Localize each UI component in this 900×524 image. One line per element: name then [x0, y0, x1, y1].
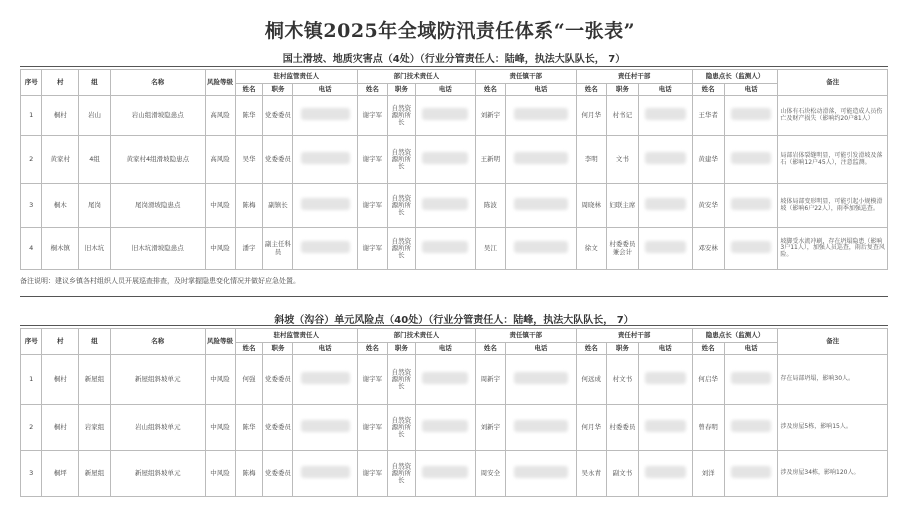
cell-monitor-name: 何启华	[692, 355, 724, 405]
cell-vcadre-name: 何远成	[576, 355, 606, 405]
cell-village: 桐村	[42, 96, 78, 136]
cell-dept-post: 自然资源所所长	[387, 96, 415, 136]
redacted-phone	[645, 372, 686, 384]
redacted-phone	[514, 466, 568, 478]
cell-seq: 3	[21, 451, 42, 497]
cell-monitor-name: 邓安林	[692, 228, 724, 270]
header-village: 村	[42, 70, 78, 96]
cell-risk: 高风险	[205, 136, 235, 184]
header-risk: 风险等级	[205, 329, 235, 355]
cell-name: 新屋组斜坡单元	[111, 355, 205, 405]
cell-group: 新屋组	[78, 355, 110, 405]
divider	[20, 66, 888, 67]
table-row	[21, 355, 888, 405]
cell-vcadre-post: 村文书	[606, 355, 638, 405]
cell-town-name: 陈华	[235, 405, 263, 451]
table-row	[21, 136, 888, 184]
subheader-name: 姓名	[692, 84, 724, 96]
header-dept-tech: 部门技术责任人	[357, 70, 475, 84]
landslide-table	[20, 69, 888, 270]
table-row	[21, 184, 888, 228]
cell-village: 桐村	[42, 355, 78, 405]
cell-village: 黄家村	[42, 136, 78, 184]
cell-seq: 1	[21, 355, 42, 405]
cell-dept-name: 谢宇军	[357, 355, 387, 405]
cell-cadre-phone	[505, 405, 576, 451]
cell-town-name: 潘宇	[235, 228, 263, 270]
subheader-post: 职务	[387, 343, 415, 355]
document-title: 桐木镇2025年全域防汛责任体系“一张表”	[264, 20, 636, 42]
cell-dept-phone	[415, 405, 475, 451]
cell-town-name: 吴华	[235, 136, 263, 184]
subheader-phone: 电话	[505, 343, 576, 355]
redacted-phone	[514, 372, 568, 384]
cell-dept-name: 谢宇军	[357, 184, 387, 228]
redacted-phone	[422, 108, 468, 120]
cell-cadre-name: 刘新宇	[475, 96, 505, 136]
cell-risk: 中风险	[205, 405, 235, 451]
cell-town-name: 陈梅	[235, 451, 263, 497]
cell-note: 山体有石块松动滑落，可能造成人员伤亡及财产损失（影响约20户81人）	[778, 96, 888, 136]
subheader-phone: 电话	[638, 84, 692, 96]
cell-risk: 中风险	[205, 228, 235, 270]
redacted-phone	[422, 241, 468, 253]
redacted-phone	[645, 241, 686, 253]
cell-group: 旧木坑	[78, 228, 110, 270]
cell-dept-post: 自然资源所所长	[387, 355, 415, 405]
cell-dept-phone	[415, 451, 475, 497]
cell-group: 岩山	[78, 96, 110, 136]
subheader-post: 职务	[263, 343, 293, 355]
header-village: 村	[42, 329, 78, 355]
cell-cadre-name: 刘新宇	[475, 405, 505, 451]
header-dept-tech: 部门技术责任人	[357, 329, 475, 343]
cell-name: 岩山组滑坡隐患点	[111, 96, 205, 136]
cell-town-name: 何强	[235, 355, 263, 405]
redacted-phone	[731, 420, 772, 432]
subheader-phone: 电话	[638, 343, 692, 355]
cell-vcadre-phone	[638, 405, 692, 451]
cell-dept-post: 自然资源所所长	[387, 228, 415, 270]
cell-town-phone	[293, 228, 357, 270]
table-row	[21, 96, 888, 136]
cell-dept-post: 自然资源所所长	[387, 405, 415, 451]
cell-monitor-name: 曾春明	[692, 405, 724, 451]
cell-dept-phone	[415, 228, 475, 270]
cell-dept-phone	[415, 96, 475, 136]
cell-group: 尾岗	[78, 184, 110, 228]
subheader-phone: 电话	[505, 84, 576, 96]
cell-note: 涉及房屋5栋，影响15人。	[778, 405, 888, 451]
cell-village: 桐木镇	[42, 228, 78, 270]
cell-risk: 中风险	[205, 355, 235, 405]
cell-risk: 中风险	[205, 184, 235, 228]
cell-dept-name: 谢宇军	[357, 228, 387, 270]
header-monitor: 隐患点长（监测人）	[692, 70, 778, 84]
redacted-phone	[301, 108, 350, 120]
subheader-phone: 电话	[293, 84, 357, 96]
redacted-phone	[422, 420, 468, 432]
header-town-supervisor: 驻村监管责任人	[235, 70, 357, 84]
cell-monitor-phone	[724, 405, 778, 451]
cell-seq: 1	[21, 96, 42, 136]
cell-town-post: 党委委员	[263, 451, 293, 497]
subheader-post: 职务	[263, 84, 293, 96]
header-note: 备注	[778, 329, 888, 355]
redacted-phone	[645, 198, 686, 210]
cell-seq: 2	[21, 136, 42, 184]
cell-town-post: 党委委员	[263, 136, 293, 184]
cell-town-phone	[293, 405, 357, 451]
subheader-name: 姓名	[475, 84, 505, 96]
header-village-cadre: 责任村干部	[576, 329, 692, 343]
redacted-phone	[731, 198, 772, 210]
redacted-phone	[301, 420, 350, 432]
cell-town-phone	[293, 451, 357, 497]
cell-vcadre-phone	[638, 96, 692, 136]
cell-monitor-name: 王华者	[692, 96, 724, 136]
cell-name: 尾岗滑坡隐患点	[111, 184, 205, 228]
cell-dept-name: 谢宇军	[357, 451, 387, 497]
cell-vcadre-phone	[638, 136, 692, 184]
header-village-cadre: 责任村干部	[576, 70, 692, 84]
cell-note: 涉及房屋34栋，影响120人。	[778, 451, 888, 497]
cell-vcadre-post: 村委委员兼会计	[606, 228, 638, 270]
redacted-phone	[514, 241, 568, 253]
redacted-phone	[514, 198, 568, 210]
redacted-phone	[731, 372, 772, 384]
redacted-phone	[645, 420, 686, 432]
cell-cadre-phone	[505, 136, 576, 184]
cell-vcadre-phone	[638, 451, 692, 497]
redacted-phone	[514, 420, 568, 432]
cell-vcadre-phone	[638, 355, 692, 405]
cell-village: 桐木	[42, 184, 78, 228]
cell-town-name: 陈华	[235, 96, 263, 136]
cell-cadre-name: 吴江	[475, 228, 505, 270]
subheader-name: 姓名	[357, 343, 387, 355]
cell-cadre-phone	[505, 96, 576, 136]
divider	[20, 325, 888, 326]
redacted-phone	[731, 466, 772, 478]
cell-cadre-phone	[505, 355, 576, 405]
subheader-name: 姓名	[235, 84, 263, 96]
subheader-post: 职务	[387, 84, 415, 96]
header-risk: 风险等级	[205, 70, 235, 96]
cell-vcadre-name: 吴永青	[576, 451, 606, 497]
redacted-phone	[301, 241, 350, 253]
cell-dept-phone	[415, 136, 475, 184]
header-monitor: 隐患点长（监测人）	[692, 329, 778, 343]
redacted-phone	[301, 198, 350, 210]
cell-town-post: 党委委员	[263, 96, 293, 136]
redacted-phone	[645, 466, 686, 478]
table-row	[21, 451, 888, 497]
redacted-phone	[422, 372, 468, 384]
redacted-phone	[422, 198, 468, 210]
redacted-phone	[731, 108, 772, 120]
cell-monitor-phone	[724, 136, 778, 184]
cell-town-phone	[293, 184, 357, 228]
remark-text: 备注说明：建议乡镇各村组织人员开展巡查排查，及时掌握隐患变化情况并做好应急处置。	[20, 277, 300, 285]
divider	[20, 296, 888, 297]
cell-group: 4组	[78, 136, 110, 184]
cell-town-post: 党委委员	[263, 405, 293, 451]
cell-dept-phone	[415, 184, 475, 228]
redacted-phone	[514, 152, 568, 164]
cell-dept-name: 谢宇军	[357, 405, 387, 451]
header-seq: 序号	[21, 70, 42, 96]
cell-dept-post: 自然资源所所长	[387, 451, 415, 497]
cell-town-phone	[293, 96, 357, 136]
cell-monitor-phone	[724, 355, 778, 405]
cell-cadre-name: 王新明	[475, 136, 505, 184]
header-town-cadre: 责任镇干部	[475, 70, 576, 84]
cell-vcadre-name: 周晓林	[576, 184, 606, 228]
subheader-name: 姓名	[235, 343, 263, 355]
subheader-post: 职务	[606, 343, 638, 355]
redacted-phone	[645, 152, 686, 164]
cell-monitor-name: 黄安华	[692, 184, 724, 228]
cell-town-phone	[293, 136, 357, 184]
cell-village: 桐坪	[42, 451, 78, 497]
subheader-phone: 电话	[415, 84, 475, 96]
subheader-name: 姓名	[692, 343, 724, 355]
cell-village: 桐村	[42, 405, 78, 451]
subheader-name: 姓名	[357, 84, 387, 96]
cell-town-post: 副主任科员	[263, 228, 293, 270]
header-seq: 序号	[21, 329, 42, 355]
subheader-name: 姓名	[475, 343, 505, 355]
cell-town-post: 党委委员	[263, 355, 293, 405]
header-town-cadre: 责任镇干部	[475, 329, 576, 343]
cell-town-post: 副镇长	[263, 184, 293, 228]
cell-monitor-name: 黄建华	[692, 136, 724, 184]
cell-cadre-name: 陈波	[475, 184, 505, 228]
section2-caption: 斜坡（沟谷）单元风险点（40处）（行业分管责任人：陆峰，执法大队队长， 7）	[274, 315, 634, 326]
cell-note: 存在局部坍塌，影响30人。	[778, 355, 888, 405]
cell-cadre-phone	[505, 228, 576, 270]
subheader-phone: 电话	[724, 84, 778, 96]
cell-cadre-phone	[505, 184, 576, 228]
cell-vcadre-post: 妇联主席	[606, 184, 638, 228]
table-row	[21, 228, 888, 270]
cell-name: 黄家村4组滑坡隐患点	[111, 136, 205, 184]
cell-dept-name: 谢宇军	[357, 136, 387, 184]
cell-monitor-phone	[724, 451, 778, 497]
redacted-phone	[731, 241, 772, 253]
cell-note: 坡脚受水流冲刷，存在坍塌隐患（影响3户11人），加强人员巡查，雨后复查风险。	[778, 228, 888, 270]
cell-seq: 4	[21, 228, 42, 270]
subheader-phone: 电话	[293, 343, 357, 355]
cell-dept-post: 自然资源所所长	[387, 136, 415, 184]
cell-risk: 高风险	[205, 96, 235, 136]
header-town-supervisor: 驻村监管责任人	[235, 329, 357, 343]
cell-monitor-name: 刘洋	[692, 451, 724, 497]
cell-town-name: 陈梅	[235, 184, 263, 228]
subheader-name: 姓名	[576, 343, 606, 355]
cell-note: 局部岩体裂缝明显，可能引发滑坡及落石（影响12户45人），注意监测。	[778, 136, 888, 184]
cell-vcadre-name: 何月华	[576, 405, 606, 451]
cell-vcadre-phone	[638, 228, 692, 270]
cell-cadre-name: 周新宇	[475, 355, 505, 405]
header-name: 名称	[111, 70, 205, 96]
cell-seq: 3	[21, 184, 42, 228]
cell-name: 旧木坑滑坡隐患点	[111, 228, 205, 270]
header-note: 备注	[778, 70, 888, 96]
header-group: 组	[78, 70, 110, 96]
section1-caption: 国土滑坡、地质灾害点（4处）（行业分管责任人：陆峰，执法大队队长， 7）	[282, 54, 626, 65]
subheader-phone: 电话	[415, 343, 475, 355]
cell-risk: 中风险	[205, 451, 235, 497]
cell-group: 岩家组	[78, 405, 110, 451]
cell-dept-post: 自然资源所所长	[387, 184, 415, 228]
cell-seq: 2	[21, 405, 42, 451]
cell-vcadre-post: 副文书	[606, 451, 638, 497]
cell-vcadre-phone	[638, 184, 692, 228]
redacted-phone	[422, 152, 468, 164]
cell-vcadre-post: 村书记	[606, 96, 638, 136]
redacted-phone	[645, 108, 686, 120]
cell-cadre-name: 周安全	[475, 451, 505, 497]
cell-vcadre-name: 李明	[576, 136, 606, 184]
redacted-phone	[422, 466, 468, 478]
header-name: 名称	[111, 329, 205, 355]
subheader-name: 姓名	[576, 84, 606, 96]
cell-dept-name: 谢宇军	[357, 96, 387, 136]
slope-unit-table	[20, 328, 888, 497]
redacted-phone	[731, 152, 772, 164]
cell-cadre-phone	[505, 451, 576, 497]
cell-note: 坡体局部变形明显，可能引起小规模滑坡（影响6户22人），雨季加强巡查。	[778, 184, 888, 228]
subheader-phone: 电话	[724, 343, 778, 355]
cell-monitor-phone	[724, 228, 778, 270]
cell-vcadre-post: 文书	[606, 136, 638, 184]
cell-town-phone	[293, 355, 357, 405]
redacted-phone	[301, 466, 350, 478]
cell-monitor-phone	[724, 96, 778, 136]
redacted-phone	[514, 108, 568, 120]
cell-name: 岩山组斜坡单元	[111, 405, 205, 451]
cell-dept-phone	[415, 355, 475, 405]
header-group: 组	[78, 329, 110, 355]
cell-vcadre-name: 何月华	[576, 96, 606, 136]
subheader-post: 职务	[606, 84, 638, 96]
redacted-phone	[301, 152, 350, 164]
cell-vcadre-post: 村委委员	[606, 405, 638, 451]
cell-monitor-phone	[724, 184, 778, 228]
cell-group: 新屋组	[78, 451, 110, 497]
redacted-phone	[301, 372, 350, 384]
cell-vcadre-name: 徐文	[576, 228, 606, 270]
table-row	[21, 405, 888, 451]
cell-name: 新屋组斜坡单元	[111, 451, 205, 497]
